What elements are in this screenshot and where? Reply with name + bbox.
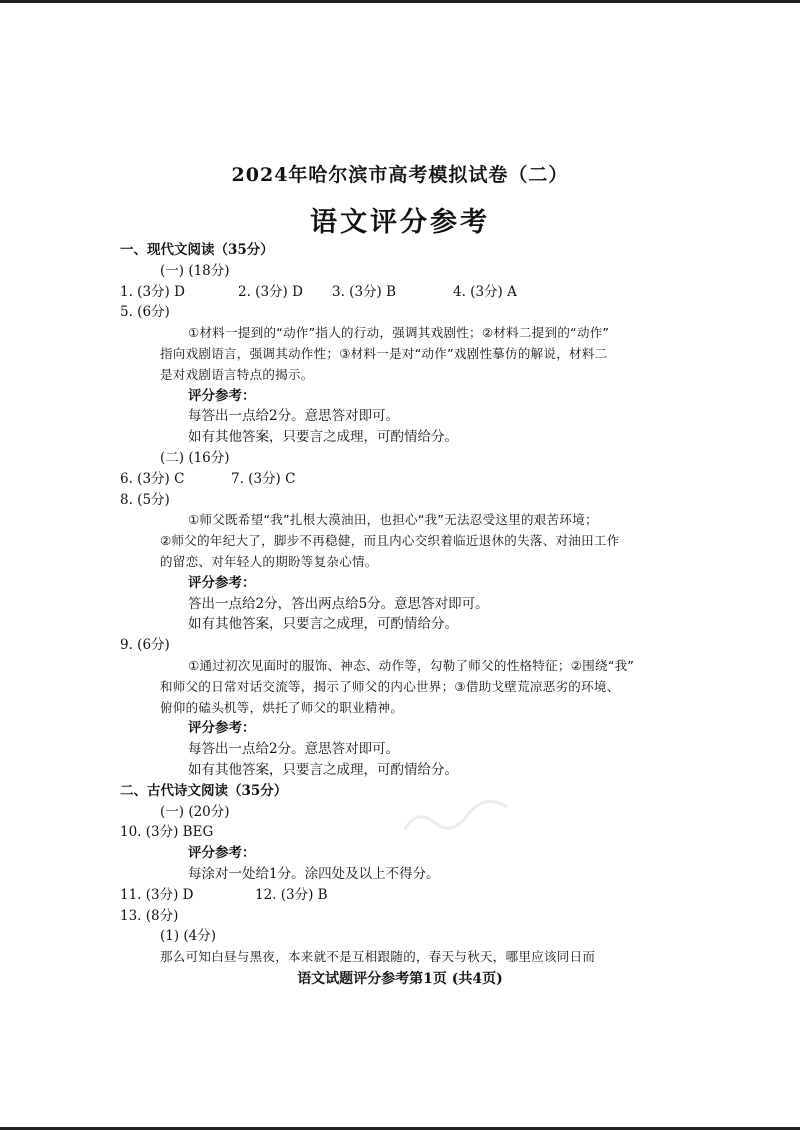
- answer-q12: 12. (3分) B: [255, 886, 328, 903]
- answer-q3: 3. (3分) B: [332, 283, 397, 300]
- answer-q6: 6. (3分) C: [120, 470, 185, 487]
- answer-text-q13-1: 那么可知白昼与黑夜，本来就不是互相跟随的，春天与秋天，哪里应该同日而: [160, 949, 596, 965]
- answer-line: 俯仰的磕头机等，烘托了师父的职业精神。: [160, 699, 404, 715]
- question-q13: 13. (8分): [120, 907, 179, 924]
- scoring-ref-line: 答出一点给2分，答出两点给5分。意思答对即可。: [188, 595, 489, 612]
- answer-line: 指向戏剧语言，强调其动作性；③材料一是对“动作”戏剧性摹仿的解说，材料二: [160, 345, 608, 361]
- scoring-ref-label: 评分参考：: [188, 574, 256, 591]
- answer-row: [120, 469, 680, 490]
- answer-line: ①材料一提到的“动作”指人的行动，强调其戏剧性；②材料二提到的“动作”: [188, 325, 610, 341]
- part-heading: (一) (20分): [160, 803, 230, 820]
- section-heading-modern-reading: 一、现代文阅读（35分）: [120, 242, 274, 258]
- answer-line: ①师父既希望“我”扎根大漠油田，也担心“我”无法忍受这里的艰苦环境；: [188, 512, 598, 528]
- section-heading-classical-reading: 二、古代诗文阅读（35分）: [120, 782, 288, 799]
- answer-line: 的留恋、对年轻人的期盼等复杂心情。: [160, 553, 378, 569]
- scoring-ref-label: 评分参考：: [188, 387, 256, 404]
- scoring-ref-label: 评分参考：: [188, 720, 256, 737]
- answer-q10: 10. (3分) BEG: [120, 824, 214, 841]
- answer-line: ②师父的年纪大了，脚步不再稳健，而且内心交织着临近退休的失落、对油田工作: [160, 533, 620, 549]
- answer-line: 是对戏剧语言特点的揭示。: [160, 366, 314, 382]
- answer-text-q8: [120, 510, 680, 572]
- scoring-ref-line: 如有其他答案，只要言之成理，可酌情给分。: [188, 429, 458, 446]
- question-q9: 9. (6分): [120, 637, 170, 654]
- question-q5: 5. (6分): [120, 304, 170, 321]
- answer-q11: 11. (3分) D: [120, 886, 194, 903]
- answer-q4: 4. (3分) A: [453, 283, 517, 300]
- scoring-ref-line: 如有其他答案，只要言之成理，可酌情给分。: [188, 616, 458, 633]
- answer-row: [120, 282, 680, 303]
- part-heading: (二) (16分): [160, 449, 230, 466]
- answer-q2: 2. (3分) D: [238, 283, 303, 300]
- scoring-ref-line: 每涂对一处给1分。涂四处及以上不得分。: [188, 865, 440, 882]
- scoring-ref-label: 评分参考：: [188, 845, 256, 862]
- sub-question-heading: (1) (4分): [160, 928, 217, 945]
- page-top-edge: [0, 0, 800, 3]
- answer-q1: 1. (3分) D: [120, 283, 185, 300]
- answer-row: [120, 885, 680, 906]
- scoring-ref-line: 如有其他答案，只要言之成理，可酌情给分。: [188, 761, 458, 778]
- page-footer: 语文试题评分参考第1页 (共4页): [297, 971, 503, 987]
- scoring-ref-line: 每答出一点给2分。意思答对即可。: [188, 408, 400, 425]
- answer-text-q9: [120, 656, 680, 718]
- answer-line: 和师父的日常对话交流等，揭示了师父的内心世界；③借助戈壁荒凉恶劣的环境、: [160, 678, 620, 694]
- part-heading: (一) (18分): [160, 262, 230, 279]
- scoring-ref-line: 每答出一点给2分。意思答对即可。: [188, 741, 400, 758]
- document-subtitle: 语文评分参考: [310, 207, 490, 238]
- exam-title: 2024年哈尔滨市高考模拟试卷（二）: [231, 164, 569, 186]
- answer-text-q5: [120, 323, 680, 385]
- answer-line: ①通过初次见面时的服饰、神态、动作等，勾勒了师父的性格特征；②围绕“我”: [188, 657, 635, 673]
- answer-content: [120, 240, 680, 968]
- question-q8: 8. (5分): [120, 491, 170, 508]
- answer-q7: 7. (3分) C: [231, 470, 296, 487]
